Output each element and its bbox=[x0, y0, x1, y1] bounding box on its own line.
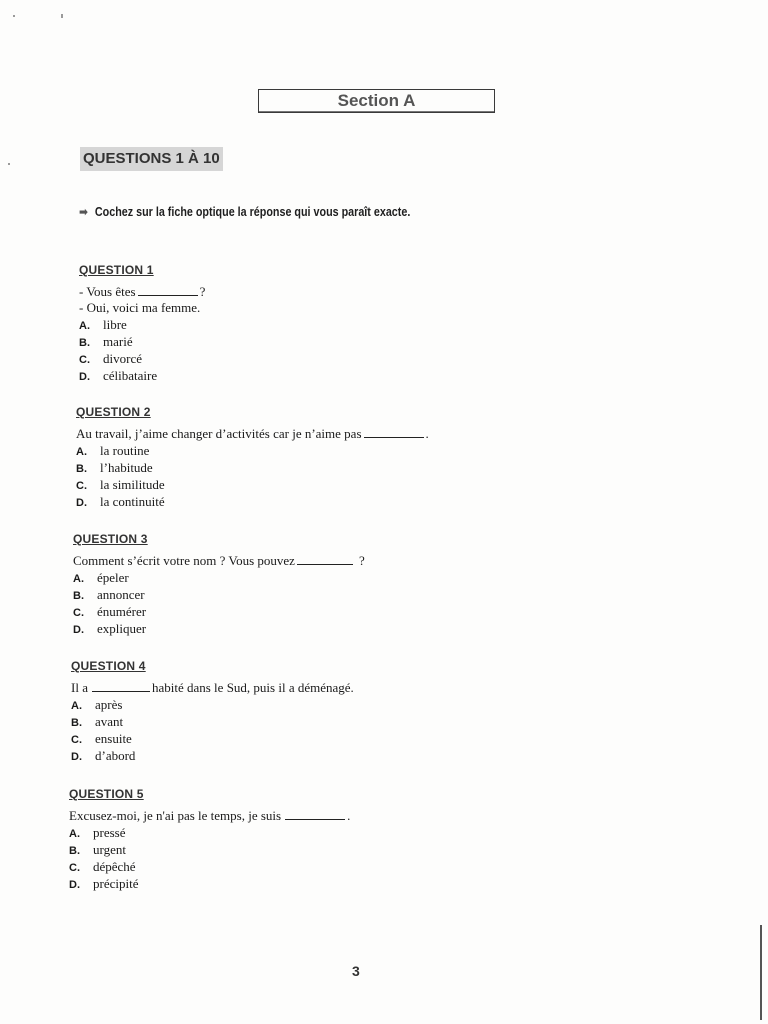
answer-blank bbox=[92, 681, 150, 692]
answer-blank bbox=[297, 554, 353, 565]
instruction bbox=[79, 204, 410, 219]
question-prompt: Comment s’écrit votre nom ? Vous pouvez ? bbox=[73, 553, 365, 568]
section-title-box bbox=[258, 89, 495, 113]
question-4 bbox=[71, 659, 354, 765]
question-title: QUESTION 4 bbox=[71, 659, 146, 673]
scan-speck bbox=[8, 163, 10, 165]
answer-blank bbox=[285, 809, 345, 820]
questions-heading: QUESTIONS 1 À 10 bbox=[80, 147, 223, 171]
option-a[interactable]: A. la routine bbox=[76, 443, 150, 458]
option-c[interactable]: C. la similitude bbox=[76, 477, 165, 492]
option-c[interactable]: C. énumérer bbox=[73, 604, 147, 619]
question-title: QUESTION 5 bbox=[69, 787, 144, 801]
question-prompt: Au travail, j’aime changer d’activités car je n’aime pas . bbox=[76, 426, 429, 441]
option-c[interactable]: C. dépêché bbox=[69, 859, 136, 874]
page-edge-line bbox=[760, 925, 762, 1020]
answer-blank bbox=[138, 285, 198, 296]
option-a[interactable]: A. pressé bbox=[69, 825, 126, 840]
option-b[interactable]: B. annoncer bbox=[73, 587, 145, 602]
question-title: QUESTION 3 bbox=[73, 532, 148, 546]
options-list bbox=[69, 825, 350, 893]
option-b[interactable]: B. marié bbox=[79, 334, 133, 349]
question-title: QUESTION 2 bbox=[76, 405, 151, 419]
option-d[interactable]: D. d’abord bbox=[71, 748, 136, 763]
option-a[interactable]: A. après bbox=[71, 697, 123, 712]
options-list bbox=[76, 443, 429, 511]
section-title: Section A bbox=[337, 91, 416, 110]
instruction-text: Cochez sur la fiche optique la réponse qui vous paraît exacte. bbox=[94, 205, 411, 219]
question-prompt-line-2: - Oui, voici ma femme. bbox=[79, 300, 201, 315]
option-b[interactable]: B. avant bbox=[71, 714, 124, 729]
question-prompt: - Vous êtes ? bbox=[79, 284, 206, 299]
question-3 bbox=[73, 532, 365, 638]
option-c[interactable]: C. divorcé bbox=[79, 351, 142, 366]
question-2 bbox=[76, 405, 429, 511]
question-title: QUESTION 1 bbox=[79, 263, 154, 277]
scan-speck bbox=[13, 15, 15, 17]
option-a[interactable]: A. libre bbox=[79, 317, 127, 332]
answer-blank bbox=[364, 427, 424, 438]
option-d[interactable]: D. expliquer bbox=[73, 621, 147, 636]
options-list bbox=[71, 697, 354, 765]
question-prompt: Il a habité dans le Sud, puis il a déménagé. bbox=[71, 680, 354, 695]
option-d[interactable]: D. la continuité bbox=[76, 494, 165, 509]
option-d[interactable]: D. précipité bbox=[69, 876, 139, 891]
option-d[interactable]: D. célibataire bbox=[79, 368, 158, 383]
option-a[interactable]: A. épeler bbox=[73, 570, 129, 585]
question-1 bbox=[79, 263, 205, 385]
scan-speck bbox=[61, 14, 63, 18]
question-prompt: Excusez-moi, je n'ai pas le temps, je suis . bbox=[69, 808, 351, 823]
option-b[interactable]: B. l’habitude bbox=[76, 460, 153, 475]
option-b[interactable]: B. urgent bbox=[69, 842, 126, 857]
options-list bbox=[73, 570, 365, 638]
page-number: 3 bbox=[352, 963, 360, 979]
options-list bbox=[79, 317, 205, 385]
arrow-right-icon: ➡ bbox=[79, 205, 89, 219]
option-c[interactable]: C. ensuite bbox=[71, 731, 132, 746]
question-5 bbox=[69, 787, 350, 893]
